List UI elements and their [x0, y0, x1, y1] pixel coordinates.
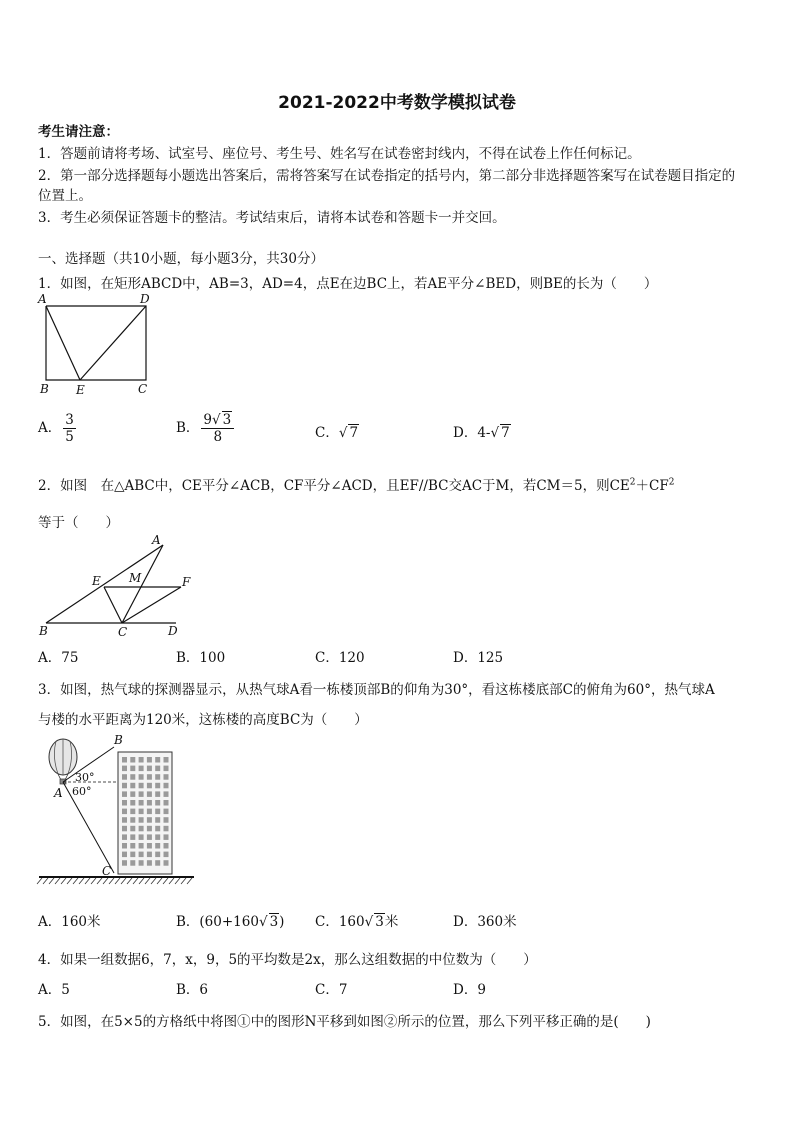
q3-option-d: D．360米 — [453, 914, 517, 930]
exam-title: 2021-2022中考数学模拟试卷 — [278, 93, 516, 113]
question-2-stem: 2．如图 在△ABC中，CE平分∠ACB，CF平分∠ACD，且EF//BC交AC于M，若CM＝5，则$CE^2+CF^2$ — [38, 477, 675, 494]
question-2-figure — [36, 532, 196, 640]
question-1-figure — [36, 290, 156, 398]
building-window — [147, 809, 152, 815]
ground-hatch — [121, 878, 126, 884]
building-window — [122, 843, 127, 849]
ground-hatch — [61, 878, 66, 884]
q3-label-C: C — [102, 864, 112, 878]
q1-option-b: B． $\frac{9√ 3}{8}$ — [176, 412, 236, 445]
building-window — [122, 783, 127, 789]
ground-hatch — [79, 878, 84, 884]
building-window — [155, 774, 160, 780]
building-window — [155, 826, 160, 832]
building-window — [155, 766, 160, 772]
ground-hatch — [181, 878, 186, 884]
ground-hatch — [109, 878, 114, 884]
ground-hatch — [67, 878, 72, 884]
building-window — [139, 826, 144, 832]
building-window — [122, 860, 127, 866]
building-window — [147, 800, 152, 806]
question-5-stem: 5．如图，在5×5的方格纸中将图①中的图形N平移到如图②所示的位置，那么下列平移正确的是( ) — [38, 1014, 651, 1030]
ground-hatch — [163, 878, 168, 884]
ground-hatch — [43, 878, 48, 884]
building-window — [155, 817, 160, 823]
building-window — [122, 852, 127, 858]
q3-option-b: B．(60+160√ 3) — [176, 914, 285, 930]
building-window — [164, 817, 169, 823]
question-3-stem-cont: 与楼的水平距离为120米，这栋楼的高度BC为（ ） — [38, 712, 368, 728]
building-window — [122, 774, 127, 780]
question-3-figure — [36, 732, 196, 892]
q4-option-c: C．7 — [315, 982, 348, 998]
building-window — [155, 800, 160, 806]
building-window — [139, 774, 144, 780]
ground-hatch — [85, 878, 90, 884]
building-window — [164, 826, 169, 832]
building-window — [130, 817, 135, 823]
building-window — [164, 852, 169, 858]
building-window — [122, 809, 127, 815]
ground-hatch — [49, 878, 54, 884]
q4-option-b: B．6 — [176, 982, 209, 998]
q3-option-a: A．160米 — [38, 914, 101, 930]
building-window — [155, 852, 160, 858]
notice-item-1: 1．答题前请将考场、试室号、座位号、考生号、姓名写在试卷密封线内，不得在试卷上作任何标记。 — [38, 146, 641, 162]
ground-hatch — [73, 878, 78, 884]
ground-hatch — [133, 878, 138, 884]
building-window — [155, 783, 160, 789]
building-window — [164, 757, 169, 763]
ground-hatch — [187, 878, 192, 884]
building-window — [130, 843, 135, 849]
building-window — [130, 860, 135, 866]
ground-hatch — [55, 878, 60, 884]
section-heading: 一、选择题（共10小题，每小题3分，共30分） — [38, 251, 324, 267]
building-window — [130, 834, 135, 840]
building-window — [147, 852, 152, 858]
building-window — [164, 774, 169, 780]
building-window — [155, 809, 160, 815]
building-window — [147, 791, 152, 797]
q1-label-C: C — [138, 382, 148, 396]
building-window — [130, 766, 135, 772]
building-window — [147, 783, 152, 789]
ground-hatch — [91, 878, 96, 884]
building-window — [139, 860, 144, 866]
building-window — [130, 757, 135, 763]
notice-item-2-cont: 位置上。 — [38, 188, 92, 204]
question-4-stem: 4．如果一组数据6，7，x，9，5的平均数是2x，那么这组数据的中位数为（ ） — [38, 952, 537, 968]
q2-option-c: C．120 — [315, 650, 365, 666]
ground-hatch — [103, 878, 108, 884]
building-window — [147, 817, 152, 823]
q1-label-E: E — [76, 383, 85, 397]
building-window — [147, 860, 152, 866]
building-window — [139, 809, 144, 815]
building-window — [164, 766, 169, 772]
ground-hatch — [145, 878, 150, 884]
building-window — [122, 766, 127, 772]
ground-hatch — [97, 878, 102, 884]
building-window — [164, 783, 169, 789]
q2-label-M: M — [129, 571, 142, 585]
q4-option-d: D．9 — [453, 982, 486, 998]
q2-label-F: F — [182, 575, 191, 589]
building-window — [139, 791, 144, 797]
question-2-stem-cont: 等于（ ） — [38, 515, 119, 531]
q2-option-b: B．100 — [176, 650, 226, 666]
q3-label-A: A — [54, 786, 63, 800]
building-window — [155, 860, 160, 866]
building-window — [130, 826, 135, 832]
q2-label-C: C — [118, 625, 128, 639]
q2-option-a: A．75 — [38, 650, 79, 666]
q1-label-A: A — [38, 292, 47, 306]
building-window — [164, 860, 169, 866]
hot-air-balloon-icon — [49, 739, 77, 784]
q3-label-B: B — [114, 733, 123, 747]
building-window — [130, 791, 135, 797]
q2-label-A: A — [152, 533, 161, 547]
building-window — [122, 826, 127, 832]
q3-angle-60: 60° — [72, 785, 92, 798]
notice-heading: 考生请注意： — [38, 124, 119, 140]
notice-item-3: 3．考生必须保证答题卡的整洁。考试结束后，请将本试卷和答题卡一并交回。 — [38, 210, 506, 226]
q1-option-d: D．4-√ 7 — [453, 425, 510, 441]
building-window — [164, 791, 169, 797]
ground-hatch — [127, 878, 132, 884]
q1-label-B: B — [40, 382, 49, 396]
q1-label-D: D — [140, 292, 150, 306]
building-window — [139, 852, 144, 858]
notice-item-2: 2．第一部分选择题每小题选出答案后，需将答案写在试卷指定的括号内，第二部分非选择题答案写在试卷题目指定的 — [38, 168, 736, 184]
building-window — [130, 852, 135, 858]
ground-hatch — [37, 878, 42, 884]
building-window — [139, 757, 144, 763]
q2-label-E: E — [92, 574, 101, 588]
building-window — [130, 783, 135, 789]
building-window — [139, 817, 144, 823]
building-window — [139, 843, 144, 849]
q2-option-d: D．125 — [453, 650, 504, 666]
question-1-stem: 1．如图，在矩形ABCD中，AB=3，AD=4，点E在边BC上，若AE平分∠BED，则BE的长为（ ） — [38, 276, 658, 292]
q2-label-B: B — [39, 624, 48, 638]
q3-option-c: C．160√ 3米 — [315, 914, 399, 930]
building-window — [155, 757, 160, 763]
q3-angle-30: 30° — [75, 771, 95, 784]
q1-option-a: A． $\frac{3}{5}$ — [38, 412, 74, 445]
building-window — [130, 809, 135, 815]
building-window — [130, 774, 135, 780]
ground-hatch — [169, 878, 174, 884]
building-window — [122, 791, 127, 797]
question-3-stem: 3．如图，热气球的探测器显示，从热气球A看一栋楼顶部B的仰角为30°，看这栋楼底部C的俯角为60°，热气球A — [38, 682, 715, 698]
building-window — [164, 834, 169, 840]
building-window — [155, 791, 160, 797]
q2-label-D: D — [168, 624, 178, 638]
building-window — [164, 809, 169, 815]
building-window — [147, 766, 152, 772]
building-window — [139, 766, 144, 772]
building-window — [155, 843, 160, 849]
ground-hatch — [157, 878, 162, 884]
building-window — [147, 843, 152, 849]
building-window — [122, 817, 127, 823]
building-window — [147, 826, 152, 832]
ground-hatch — [151, 878, 156, 884]
building-window — [147, 834, 152, 840]
building-window — [155, 834, 160, 840]
ground-hatch — [115, 878, 120, 884]
building-window — [122, 757, 127, 763]
building-window — [122, 834, 127, 840]
q1-option-c: C．√ 7 — [315, 425, 359, 441]
building-window — [164, 800, 169, 806]
building-window — [139, 834, 144, 840]
building-window — [147, 774, 152, 780]
ground-hatch — [175, 878, 180, 884]
building-window — [139, 783, 144, 789]
q4-option-a: A．5 — [38, 982, 70, 998]
building-window — [147, 757, 152, 763]
ground-hatch — [139, 878, 144, 884]
building-window — [164, 843, 169, 849]
building-window — [122, 800, 127, 806]
building-window — [139, 800, 144, 806]
building-window — [130, 800, 135, 806]
